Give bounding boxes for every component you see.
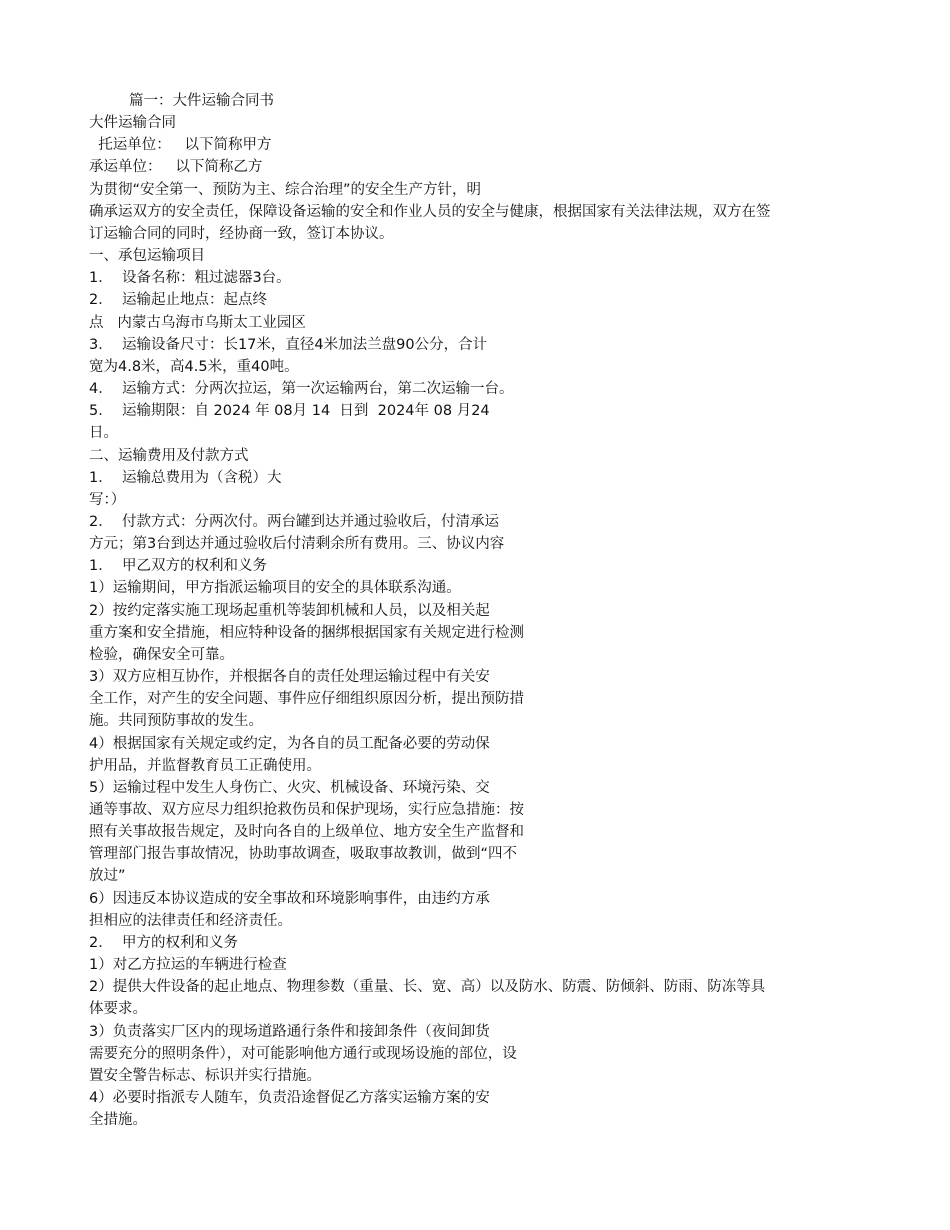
text-line: 护用品，并监督教育员工正确使用。 [89, 757, 321, 774]
document-lines [89, 112, 889, 1131]
text-line: 托运单位： 以下简称甲方 [89, 137, 272, 154]
text-line: 宽为4.8米，高4.5米，重40吨。 [89, 358, 299, 375]
text-line: 4）根据国家有关规定或约定，为各自的员工配备必要的劳动保 [89, 735, 490, 752]
text-line: 1． 设备名称：粗过滤器3台。 [89, 270, 291, 287]
text-line: 3）双方应相互协作，并根据各自的责任处理运输过程中有关安 [89, 669, 490, 686]
text-line: 1． 运输总费用为（含税）大 [89, 469, 282, 486]
text-line: 施。共同预防事故的发生。 [89, 713, 263, 730]
text-line: 放过” [89, 868, 126, 885]
text-line: 写：） [89, 491, 126, 508]
text-line: 大件运输合同 [89, 115, 176, 132]
text-line: 担相应的法律责任和经济责任。 [89, 912, 292, 929]
text-line: 点 内蒙古乌海市乌斯太工业园区 [89, 314, 306, 331]
text-line: 1． 甲乙双方的权利和义务 [89, 558, 267, 575]
text-line: 全工作，对产生的安全问题、事件应仔细组织原因分析，提出预防措 [89, 691, 524, 708]
text-line: 2． 运输起止地点：起点终 [89, 292, 267, 309]
text-line: 5）运输过程中发生人身伤亡、火灾、机械设备、环境污染、交 [89, 779, 490, 796]
text-line: 一、承包运输项目 [89, 248, 205, 265]
text-line: 置安全警告标志、标识并实行措施。 [89, 1067, 321, 1084]
text-line: 2）按约定落实施工现场起重机等装卸机械和人员，以及相关起 [89, 602, 490, 619]
text-line: 体要求。 [89, 1001, 147, 1018]
text-line: 重方案和安全措施，相应特种设备的捆绑根据国家有关规定进行检测 [89, 624, 524, 641]
text-line: 需要充分的照明条件），对可能影响他方通行或现场设施的部位，设 [89, 1045, 517, 1062]
text-line: 6）因违反本协议造成的安全事故和环境影响事件，由违约方承 [89, 890, 490, 907]
text-line: 订运输合同的同时，经协商一致，签订本协议。 [89, 225, 394, 242]
text-line: 1）对乙方拉运的车辆进行检查 [89, 957, 287, 974]
text-line: 检验，确保安全可靠。 [89, 646, 234, 663]
text-line: 2． 甲方的权利和义务 [89, 934, 238, 951]
text-line: 承运单位： 以下简称乙方 [89, 159, 263, 176]
text-line: 3． 运输设备尺寸：长17米，直径4米加法兰盘90公分，合计 [89, 336, 488, 353]
document-body [89, 90, 889, 1131]
text-line: 2）提供大件设备的起止地点、物理参数（重量、长、宽、高）以及防水、防震、防倾斜、防雨、防冻等具 [89, 979, 766, 996]
text-line: 日。 [89, 425, 118, 442]
text-line: 4）必要时指派专人随车，负责沿途督促乙方落实运输方案的安 [89, 1090, 490, 1107]
text-line: 为贯彻“安全第一、预防为主、综合治理”的安全生产方针，明 [89, 181, 482, 198]
text-line: 全措施。 [89, 1112, 147, 1129]
text-line: 照有关事故报告规定，及时向各自的上级单位、地方安全生产监督和 [89, 824, 524, 841]
text-line: 方元；第3台到达并通过验收后付清剩余所有费用。三、协议内容 [89, 536, 505, 553]
text-line: 确承运双方的安全责任，保障设备运输的安全和作业人员的安全与健康，根据国家有关法律法规，双方在签 [89, 203, 771, 220]
text-line: 2． 付款方式：分两次付。两台罐到达并通过验收后，付清承运 [89, 513, 499, 530]
text-line: 5． 运输期限：自 2024 年 08月 14 日到 2024年 08 月24 [89, 403, 490, 420]
text-line: 1）运输期间，甲方指派运输项目的安全的具体联系沟通。 [89, 580, 461, 597]
text-line: 管理部门报告事故情况，协助事故调查，吸取事故教训，做到“四不 [89, 846, 518, 863]
text-line: 4． 运输方式：分两次拉运，第一次运输两台，第二次运输一台。 [89, 381, 514, 398]
text-line: 通等事故、双方应尽力组织抢救伤员和保护现场，实行应急措施：按 [89, 802, 524, 818]
text-line: 3）负责落实厂区内的现场道路通行条件和接卸条件（夜间卸货 [89, 1023, 490, 1040]
document-title: 篇一：大件运输合同书 [129, 93, 274, 109]
text-line: 二、运输费用及付款方式 [89, 447, 249, 464]
